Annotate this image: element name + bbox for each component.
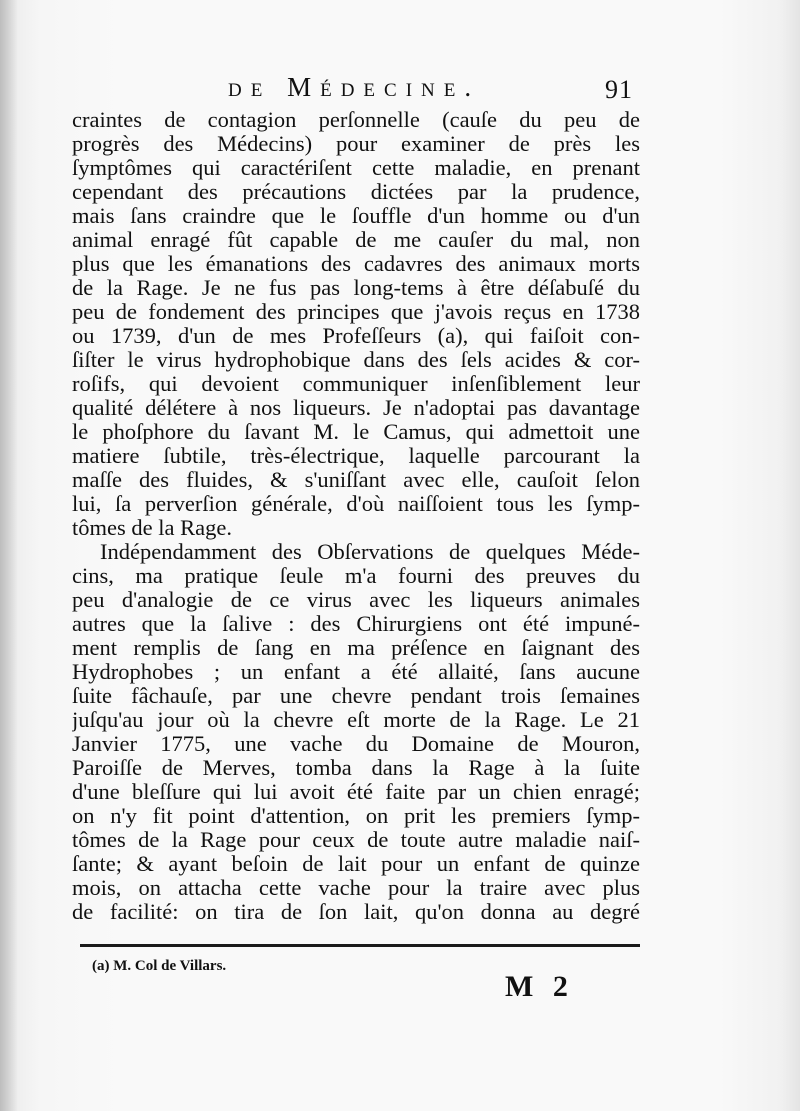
text-line: tômes de la Rage pour ceux de toute autre maladie naiſ- (72, 828, 640, 852)
text-line: le phoſphore du ſavant M. le Camus, qui admettoit une (72, 420, 640, 444)
text-line: plus que les émanations des cadavres des animaux morts (72, 252, 640, 276)
text-line: ou 1739, d'un de mes Profeſſeurs (a), qui faiſoit con- (72, 324, 640, 348)
page-number: 91 (605, 75, 633, 104)
text-line: craintes de contagion perſonnelle (cauſe du peu de (72, 108, 640, 132)
text-line: roſifs, qui devoient communiquer inſenſiblement leur (72, 372, 640, 396)
text-line: ſymptômes qui caractériſent cette maladie, en prenant (72, 156, 640, 180)
text-line: autres que la ſalive : des Chirurgiens ont été impuné- (72, 612, 640, 636)
footnote: (a) M. Col de Villars. (92, 958, 227, 974)
text-line: Indépendamment des Obſervations de quelques Méde- (100, 540, 640, 564)
signature-mark: M 2 (505, 970, 574, 1003)
text-line: peu de fondement des principes que j'avois reçus en 1738 (72, 300, 640, 324)
text-line: mois, on attacha cette vache pour la traire avec plus (72, 876, 640, 900)
text-line: animal enragé fût capable de me cauſer du mal, non (72, 228, 640, 252)
text-line: de la Rage. Je ne fus pas long-tems à être déſabuſé du (72, 276, 640, 300)
text-line: ſuite fâchauſe, par une chevre pendant trois ſemaines (72, 684, 640, 708)
text-line: matiere ſubtile, très-électrique, laquelle parcourant la (72, 444, 640, 468)
text-line: maſſe des fluides, & s'uniſſant avec elle, cauſoit ſelon (72, 468, 640, 492)
gutter-shadow (0, 0, 18, 1111)
footnote-rule (80, 944, 640, 947)
text-line: cins, ma pratique ſeule m'a fourni des preuves du (72, 564, 640, 588)
text-line: ment remplis de ſang en ma préſence en ſaignant des (72, 636, 640, 660)
text-line: tômes de la Rage. (72, 516, 232, 540)
text-line: lui, ſa perverſion générale, d'où naiſſoient tous les ſymp- (72, 492, 640, 516)
text-line: juſqu'au jour où la chevre eſt morte de la Rage. Le 21 (72, 708, 640, 732)
running-head: de Médecine. (228, 72, 481, 102)
text-line: progrès des Médecins) pour examiner de près les (72, 132, 640, 156)
body-text (72, 108, 640, 924)
text-line: Hydrophobes ; un enfant a été allaité, ſans aucune (72, 660, 640, 684)
text-line: Janvier 1775, une vache du Domaine de Mouron, (72, 732, 640, 756)
text-line: peu d'analogie de ce virus avec les liqueurs animales (72, 588, 640, 612)
text-line: qualité délétere à nos liqueurs. Je n'adoptai pas davantage (72, 396, 640, 420)
text-line: ſante; & ayant beſoin de lait pour un enfant de quinze (72, 852, 640, 876)
text-line: cependant des précautions dictées par la prudence, (72, 180, 640, 204)
text-line: on n'y fit point d'attention, on prit les premiers ſymp- (72, 804, 640, 828)
text-line: Paroiſſe de Merves, tomba dans la Rage à la ſuite (72, 756, 640, 780)
text-line: de facilité: on tira de ſon lait, qu'on donna au degré (72, 900, 640, 924)
text-line: ſiſter le virus hydrophobique dans des ſels acides & cor- (72, 348, 640, 372)
text-line: mais ſans craindre que le ſouffle d'un homme ou d'un (72, 204, 640, 228)
text-line: d'une bleſſure qui lui avoit été faite par un chien enragé; (72, 780, 640, 804)
